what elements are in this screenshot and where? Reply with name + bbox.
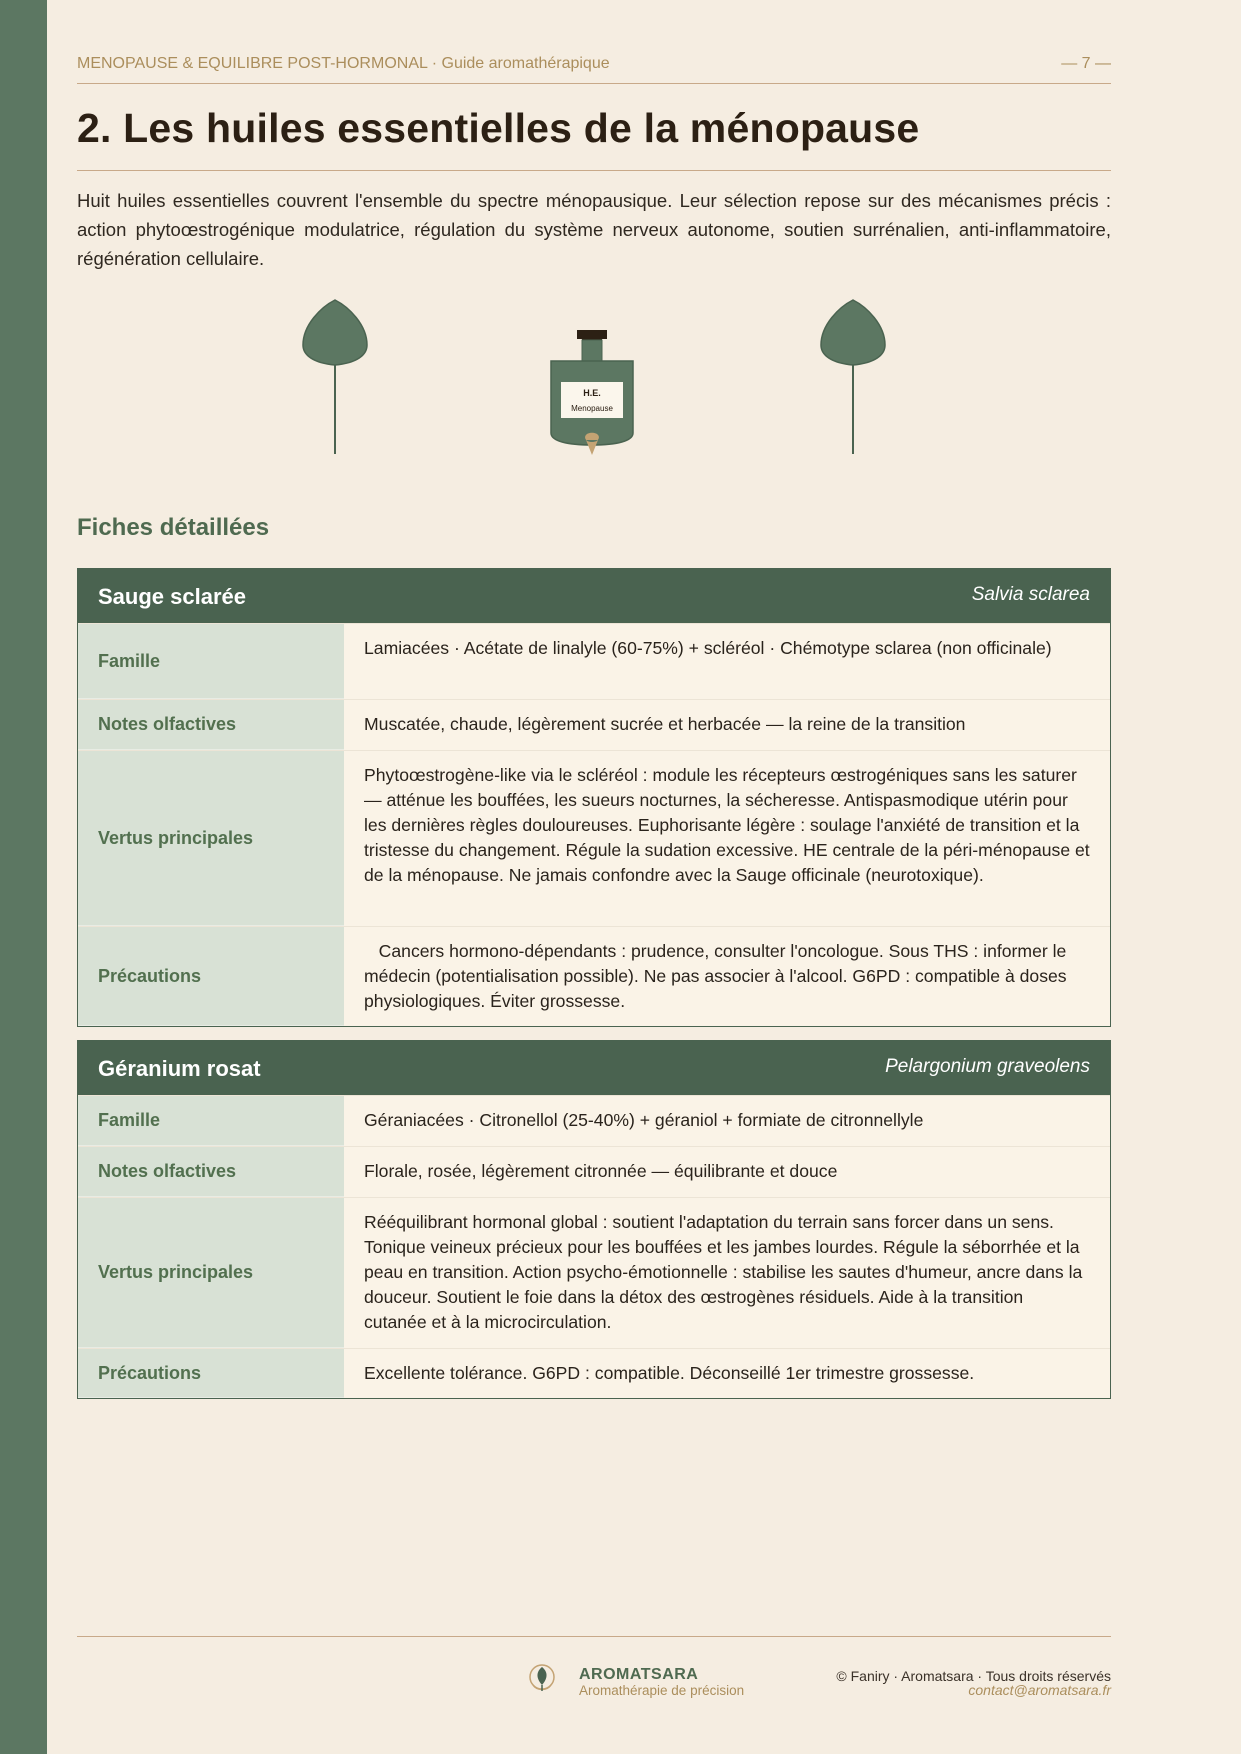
page-number: — 7 — bbox=[1061, 55, 1111, 72]
fiche-card-geranium-rosat bbox=[77, 1040, 1111, 1399]
footer-tagline: Aromathérapie de précision bbox=[579, 1683, 745, 1698]
footer-brand: AROMATSARA bbox=[579, 1666, 699, 1683]
card-row-precautions bbox=[78, 926, 1110, 1026]
row-value: Cancers hormono-dépendants : prudence, consulter l'oncologue. Sous THS : informer le médecin (potentialisation possible). Ne pas associer à l'alcool. G6PD : compatible à doses physiologiques. Éviter grossesse. bbox=[364, 941, 1072, 1011]
footer-email-link[interactable]: contact@aromatsara.fr bbox=[968, 1682, 1111, 1698]
row-value: Florale, rosée, légèrement citronnée — équilibrante et douce bbox=[364, 1161, 838, 1181]
row-label: Précautions bbox=[78, 1349, 344, 1398]
card-row-vertus bbox=[78, 1197, 1110, 1348]
card-row-vertus bbox=[78, 750, 1110, 926]
row-label: Famille bbox=[78, 624, 344, 699]
row-value: Géraniacées · Citronellol (25-40%) + géraniol + formiate de citronnellyle bbox=[364, 1110, 924, 1130]
section-title: 2. Les huiles essentielles de la ménopause bbox=[77, 105, 920, 151]
card-row-notes bbox=[78, 699, 1110, 750]
running-header-title: MENOPAUSE & EQUILIBRE POST-HORMONAL · Guide aromathérapique bbox=[77, 55, 610, 72]
row-label: Notes olfactives bbox=[78, 1147, 344, 1197]
card-row-famille bbox=[78, 623, 1110, 699]
row-label: Famille bbox=[78, 1096, 344, 1146]
row-label: Précautions bbox=[78, 927, 344, 1026]
fiche-card-sauge-sclaree bbox=[77, 568, 1111, 1027]
fiches-heading: Fiches détaillées bbox=[77, 514, 270, 541]
row-value: Rééquilibrant hormonal global : soutient l'adaptation du terrain sans forcer dans un sens. Tonique veineux précieux pour les bouffées et les jambes lourdes. Régule la séborrhée et la peau en transition. Action psycho-émotionnelle : stabilise les sautes d'humeur, ancre dans la douceur. Soutient le foie dans la détox des œstrogènes résiduels. Aide à la transition cutanée et à la microcirculation. bbox=[364, 1212, 1083, 1332]
aromatsara-logo-icon bbox=[527, 1663, 557, 1695]
card-row-famille bbox=[78, 1095, 1110, 1146]
leaf-right-icon bbox=[821, 300, 885, 454]
oil-name: Sauge sclarée bbox=[98, 584, 246, 609]
decorative-sidebar-strip bbox=[0, 0, 47, 1754]
card-header bbox=[78, 1041, 1110, 1095]
row-value: Lamiacées · Acétate de linalyle (60-75%) + scléréol · Chémotype sclarea (non officinale) bbox=[364, 638, 1052, 658]
footer-copyright: © Faniry · Aromatsara · Tous droits réservés bbox=[836, 1668, 1111, 1684]
card-row-notes bbox=[78, 1146, 1110, 1197]
oil-name: Géranium rosat bbox=[98, 1056, 261, 1081]
oil-latin-name: Salvia sclarea bbox=[971, 584, 1090, 605]
intro-paragraph: Huit huiles essentielles couvrent l'ensemble du spectre ménopausique. Leur sélection repose sur des mécanismes précis : action phytoœstrogénique modulatrice, régulation du système nerveux autonome, soutien surrénalien, anti-inflammatoire, régénération cellulaire. bbox=[77, 190, 1111, 269]
footer-divider bbox=[77, 1636, 1111, 1637]
row-value: Muscatée, chaude, légèrement sucrée et herbacée — la reine de la transition bbox=[364, 714, 966, 734]
card-header bbox=[78, 569, 1110, 623]
card-row-precautions bbox=[78, 1348, 1110, 1398]
row-label: Notes olfactives bbox=[78, 700, 344, 750]
essential-oil-bottle-icon bbox=[551, 330, 633, 455]
bottle-label-bottom: Menopause bbox=[571, 404, 613, 413]
leaf-left-icon bbox=[303, 300, 367, 454]
title-divider bbox=[77, 170, 1111, 171]
row-label: Vertus principales bbox=[78, 1198, 344, 1348]
running-header bbox=[77, 53, 1111, 84]
bottle-label-top: H.E. bbox=[583, 388, 601, 398]
row-label: Vertus principales bbox=[78, 751, 344, 926]
row-value: Excellente tolérance. G6PD : compatible. Déconseillé 1er trimestre grossesse. bbox=[364, 1363, 975, 1383]
oil-latin-name: Pelargonium graveolens bbox=[885, 1056, 1090, 1077]
illustration-leaves-bottle bbox=[77, 295, 1111, 465]
row-value: Phytoœstrogène-like via le scléréol : module les récepteurs œstrogéniques sans les saturer — atténue les bouffées, les sueurs nocturnes, la sécheresse. Antispasmodique utérin pour les dernières règles douloureuses. Euphorisante légère : soulage l'anxiété de transition et la tristesse du changement. Régule la sudation excessive. HE centrale de la péri-ménopause et de la ménopause. Ne jamais confondre avec la Sauge officinale (neurotoxique). bbox=[364, 765, 1090, 885]
